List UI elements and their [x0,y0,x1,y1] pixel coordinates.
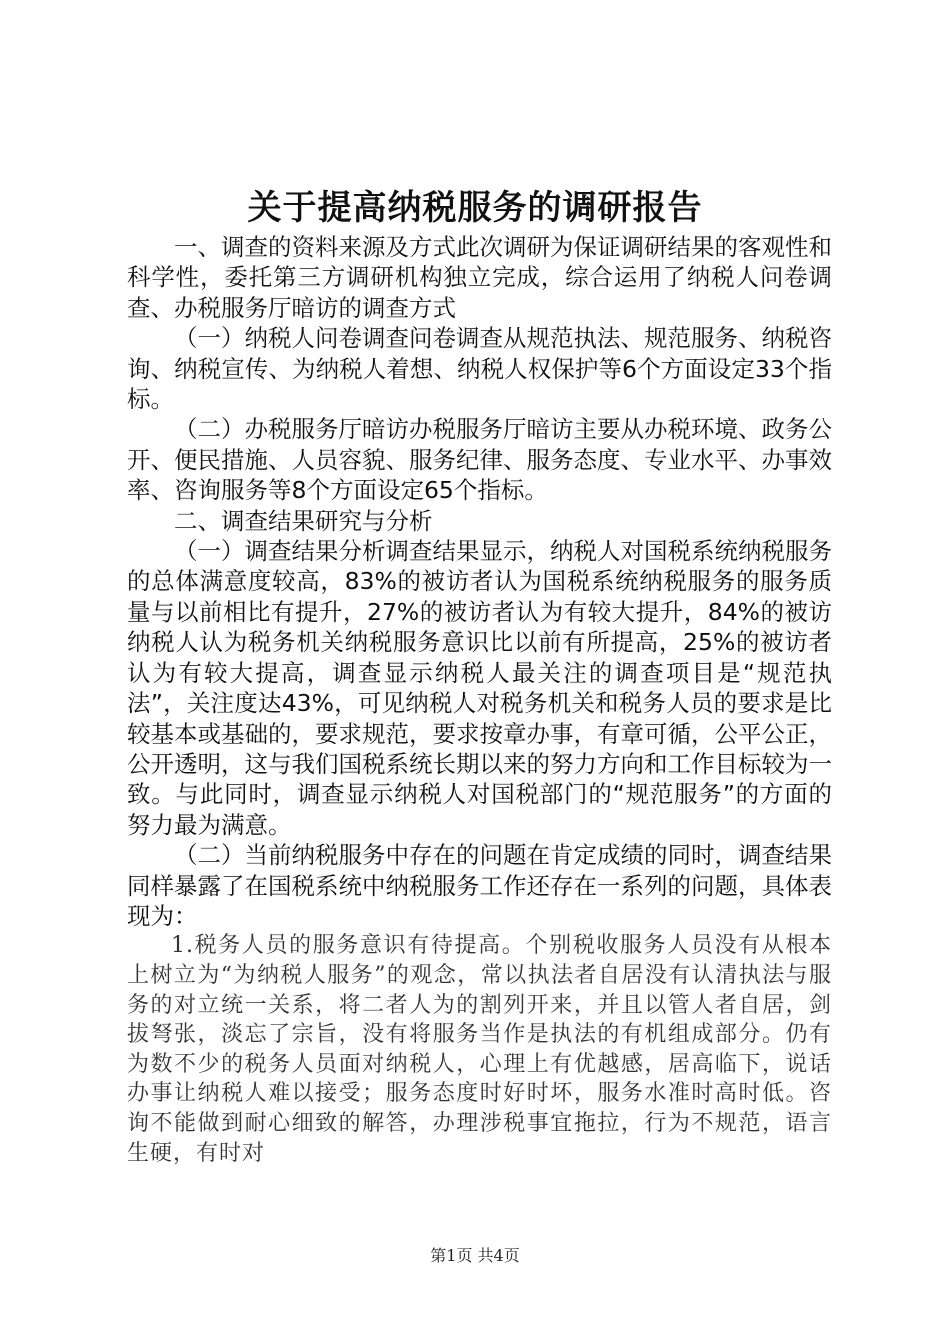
paragraph-section-1-sources: 一、调查的资料来源及方式此次调研为保证调研结果的客观性和科学性，委托第三方调研机构独立完成，综合运用了纳税人问卷调查、办税服务厅暗访的调查方式 [127,233,832,322]
paragraph-problem-1: 1.税务人员的服务意识有待提高。个别税收服务人员没有从根本上树立为“为纳税人服务”的观念，常以执法者自居没有认清执法与服务的对立统一关系，将二者人为的割列开来，并且以管人者自居，剑拔弩张，淡忘了宗旨，没有将服务当作是执法的有机组成部分。仍有为数不少的税务人员面对纳税人，心理上有优越感，居高临下，说话办事让纳税人难以接受；服务态度时好时坏，服务水准时高时低。咨询不能做到耐心细致的解答，办理涉税事宜拖拉，行为不规范，语言生硬，有时对 [127,933,832,1166]
paragraph-current-problems: （二）当前纳税服务中存在的问题在肯定成绩的同时，调查结果同样暴露了在国税系统中纳税服务工作还存在一系列的问题，具体表现为： [127,841,832,930]
document-title: 关于提高纳税服务的调研报告 [247,188,703,228]
paragraph-section-2-heading: 二、调查结果研究与分析 [174,506,433,535]
paragraph-questionnaire: （一）纳税人问卷调查问卷调查从规范执法、规范服务、纳税咨询、纳税宣传、为纳税人着想、纳税人权保护等6个方面设定33个指标。 [127,324,832,414]
document-body [127,232,832,1168]
paragraph-results-analysis: （一）调查结果分析调查结果显示，纳税人对国税系统纳税服务的总体满意度较高，83%的被访者认为国税系统纳税服务的服务质量与以前相比有提升，27%的被访者认为有较大提升，84%的被访纳税人认为税务机关纳税服务意识比以前有所提高，25%的被访者认为有较大提高，调查显示纳税人最关注的调查项目是“规范执法”，关注度达43%，可见纳税人对税务机关和税务人员的要求是比较基本或基础的，要求规范，要求按章办事，有章可循，公平公正，公开透明，这与我们国税系统长期以来的努力方向和工作目标较为一致。与此同时，调查显示纳税人对国税部门的“规范服务”的方面的努力最为满意。 [127,537,832,839]
page-footer: 第1页 共4页 [430,1246,520,1265]
paragraph-hall-visits: （二）办税服务厅暗访办税服务厅暗访主要从办税环境、政务公开、便民措施、人员容貌、服务纪律、服务态度、专业水平、办事效率、咨询服务等8个方面设定65个指标。 [127,415,832,505]
